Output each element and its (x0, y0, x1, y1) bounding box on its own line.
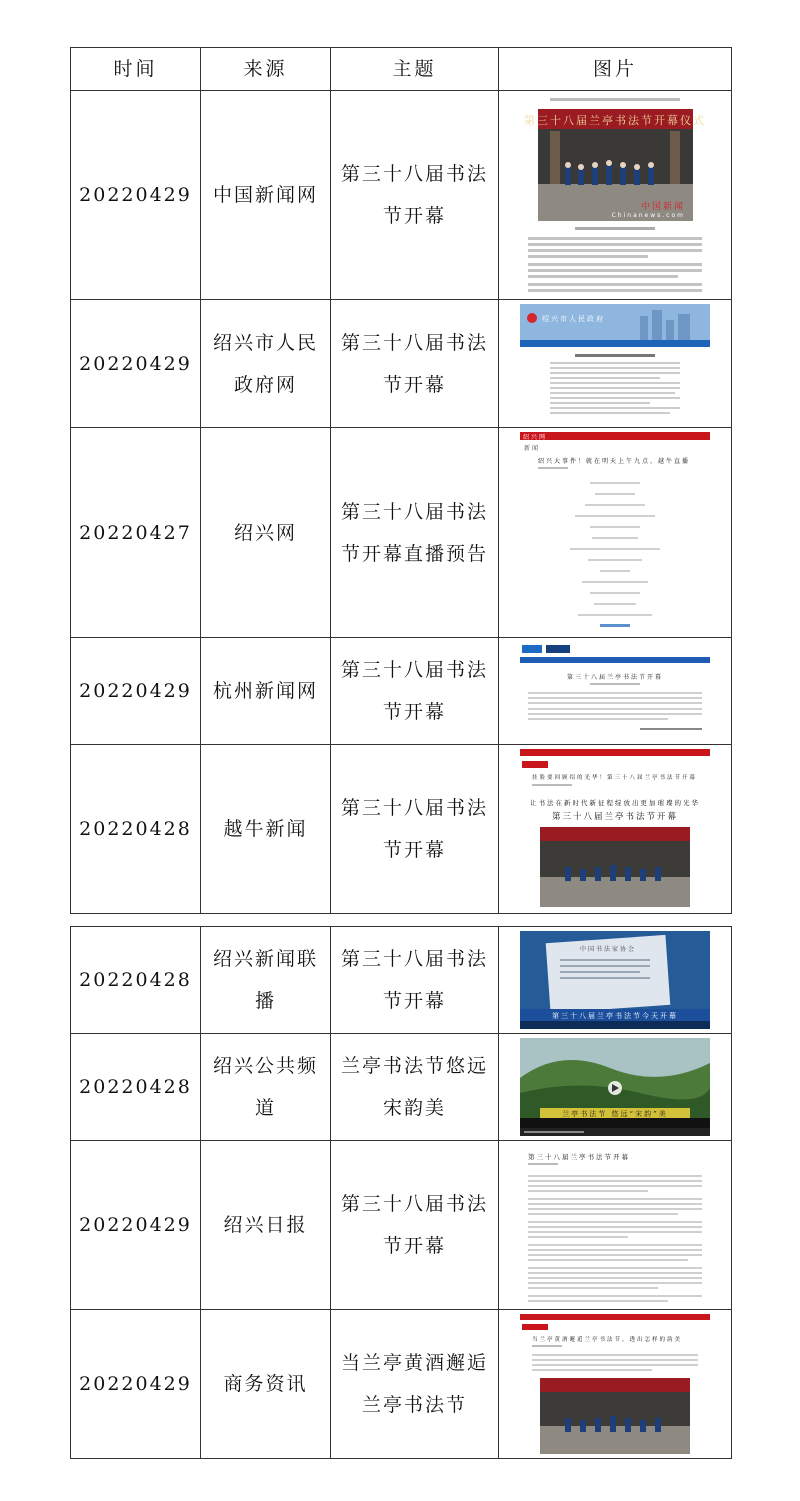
tv2-caption-text: 兰亭书法节 悠远“宋韵”美 (562, 1110, 668, 1118)
thumbnail-tv-landscape-video (520, 1038, 710, 1136)
header-time: 时间 (71, 48, 201, 91)
row-topic-text: 兰亭书法节悠远宋韵美 (341, 1055, 489, 1119)
row-topic-text: 第三十八届书法节开幕 (341, 163, 489, 227)
row-image (499, 927, 732, 1034)
row-source (201, 1310, 331, 1459)
row-topic-text: 第三十八届书法节开幕 (341, 659, 489, 723)
row-image (499, 300, 732, 428)
thumbnail-article-photo-page (520, 749, 710, 909)
row-source (201, 1034, 331, 1141)
row-date: 20220429 (71, 1310, 201, 1459)
hz-article-title-text: 第三十八届兰亭书法节开幕 (566, 674, 664, 681)
chinanews-logo-text: 中国新闻 (640, 202, 685, 212)
tv-caption-text: 第三十八届兰亭书法节今天开幕 (552, 1012, 678, 1020)
table-row (71, 927, 732, 1034)
row-date: 20220428 (71, 927, 201, 1034)
row-image (499, 1310, 732, 1459)
header-source: 来源 (201, 48, 331, 91)
table-header-row (71, 48, 732, 91)
row-topic-text: 第三十八届书法节开幕 (341, 948, 489, 1012)
tv-doc-title-text: 中国书法家协会 (579, 946, 637, 953)
row-source-text: 绍兴日报 (223, 1214, 308, 1236)
row-topic (331, 927, 499, 1034)
thumbnail-news-photo-ceremony (520, 95, 710, 295)
row-source (201, 1141, 331, 1310)
yueniu-subtitle-text: 让书法在新时代新征程绽放出更加璀璨的光华 (530, 799, 700, 807)
table-row (71, 1310, 732, 1459)
row-source (201, 745, 331, 914)
chinanews-site-text: Chinanews.com (611, 212, 685, 219)
row-date: 20220429 (71, 300, 201, 428)
row-source-text: 绍兴市人民政府网 (212, 331, 318, 396)
row-source-text: 越牛新闻 (223, 818, 308, 840)
article-title-1-text: 绍兴大事件！就在明天上午九点，越牛直播 (538, 458, 691, 465)
thumbnail-tv-news-still (520, 931, 710, 1029)
table-row (71, 300, 732, 428)
row-topic (331, 300, 499, 428)
table-row (71, 638, 732, 745)
row-date: 20220429 (71, 1141, 201, 1310)
thumbnail-newspaper-text-page (520, 1145, 710, 1305)
gov-site-name-text: 绍兴市人民政府 (542, 315, 605, 323)
row-topic (331, 638, 499, 745)
row-image (499, 91, 732, 300)
ceremony-banner-text: 第三十八届兰亭书法节开幕仪式 (524, 114, 706, 127)
row-date: 20220428 (71, 745, 201, 914)
table-row (71, 745, 732, 914)
row-source-text: 绍兴公共频道 (212, 1055, 318, 1119)
row-source-text: 绍兴网 (233, 521, 297, 544)
row-source (201, 428, 331, 638)
row-topic (331, 745, 499, 914)
row-topic-text: 第三十八届书法节开幕 (341, 797, 489, 861)
site-tag-text: 新闻 (524, 445, 541, 452)
row-image (499, 638, 732, 745)
row-topic-text: 第三十八届书法节开幕直播预告 (341, 500, 489, 565)
header-image: 图片 (499, 48, 732, 91)
row-image (499, 428, 732, 638)
row-topic-text: 第三十八届书法节开幕 (341, 1193, 489, 1257)
yueniu-headline-text: 挂脸要回顾绍的光华！第三十八届兰亭书法节开幕 (532, 775, 698, 781)
table-row (71, 1141, 732, 1310)
row-date: 20220429 (71, 638, 201, 745)
row-topic (331, 428, 499, 638)
row-topic (331, 1141, 499, 1310)
row-topic (331, 1310, 499, 1459)
sw-title-text: 当兰亭黄酒邂逅兰亭书法节，透出怎样的韵美 (532, 1337, 683, 1343)
table-row (71, 1034, 732, 1141)
table-row (71, 428, 732, 638)
row-image (499, 1141, 732, 1310)
row-source-text: 商务资讯 (223, 1373, 308, 1395)
sxrb-title-text: 第三十八届兰亭书法节开幕 (528, 1153, 630, 1161)
row-date: 20220428 (71, 1034, 201, 1141)
row-source (201, 91, 331, 300)
row-date: 20220429 (71, 91, 201, 300)
header-topic: 主题 (331, 48, 499, 91)
row-source (201, 300, 331, 428)
row-topic (331, 1034, 499, 1141)
thumbnail-gov-site-page (520, 304, 710, 423)
row-image (499, 1034, 732, 1141)
media-coverage-table-1 (70, 47, 732, 914)
row-source-text: 杭州新闻网 (212, 680, 318, 702)
row-source-text: 中国新闻网 (212, 184, 318, 206)
table-row (71, 91, 732, 300)
media-coverage-table-2 (70, 926, 732, 1459)
row-topic-text: 第三十八届书法节开幕 (341, 331, 489, 396)
thumbnail-article-photo-page-2 (520, 1314, 710, 1454)
row-topic (331, 91, 499, 300)
row-source-text: 绍兴新闻联播 (212, 948, 318, 1012)
row-source (201, 638, 331, 745)
yueniu-banner-text: 第三十八届兰亭书法节开幕 (551, 812, 679, 822)
thumbnail-article-text-page (520, 432, 710, 633)
row-topic-text: 当兰亭黄酒邂逅兰亭书法节 (341, 1352, 489, 1416)
live-tag-text: 绍兴网 (523, 434, 548, 441)
thumbnail-news-site-page (520, 642, 710, 740)
row-date: 20220427 (71, 428, 201, 638)
row-image (499, 745, 732, 914)
row-source (201, 927, 331, 1034)
